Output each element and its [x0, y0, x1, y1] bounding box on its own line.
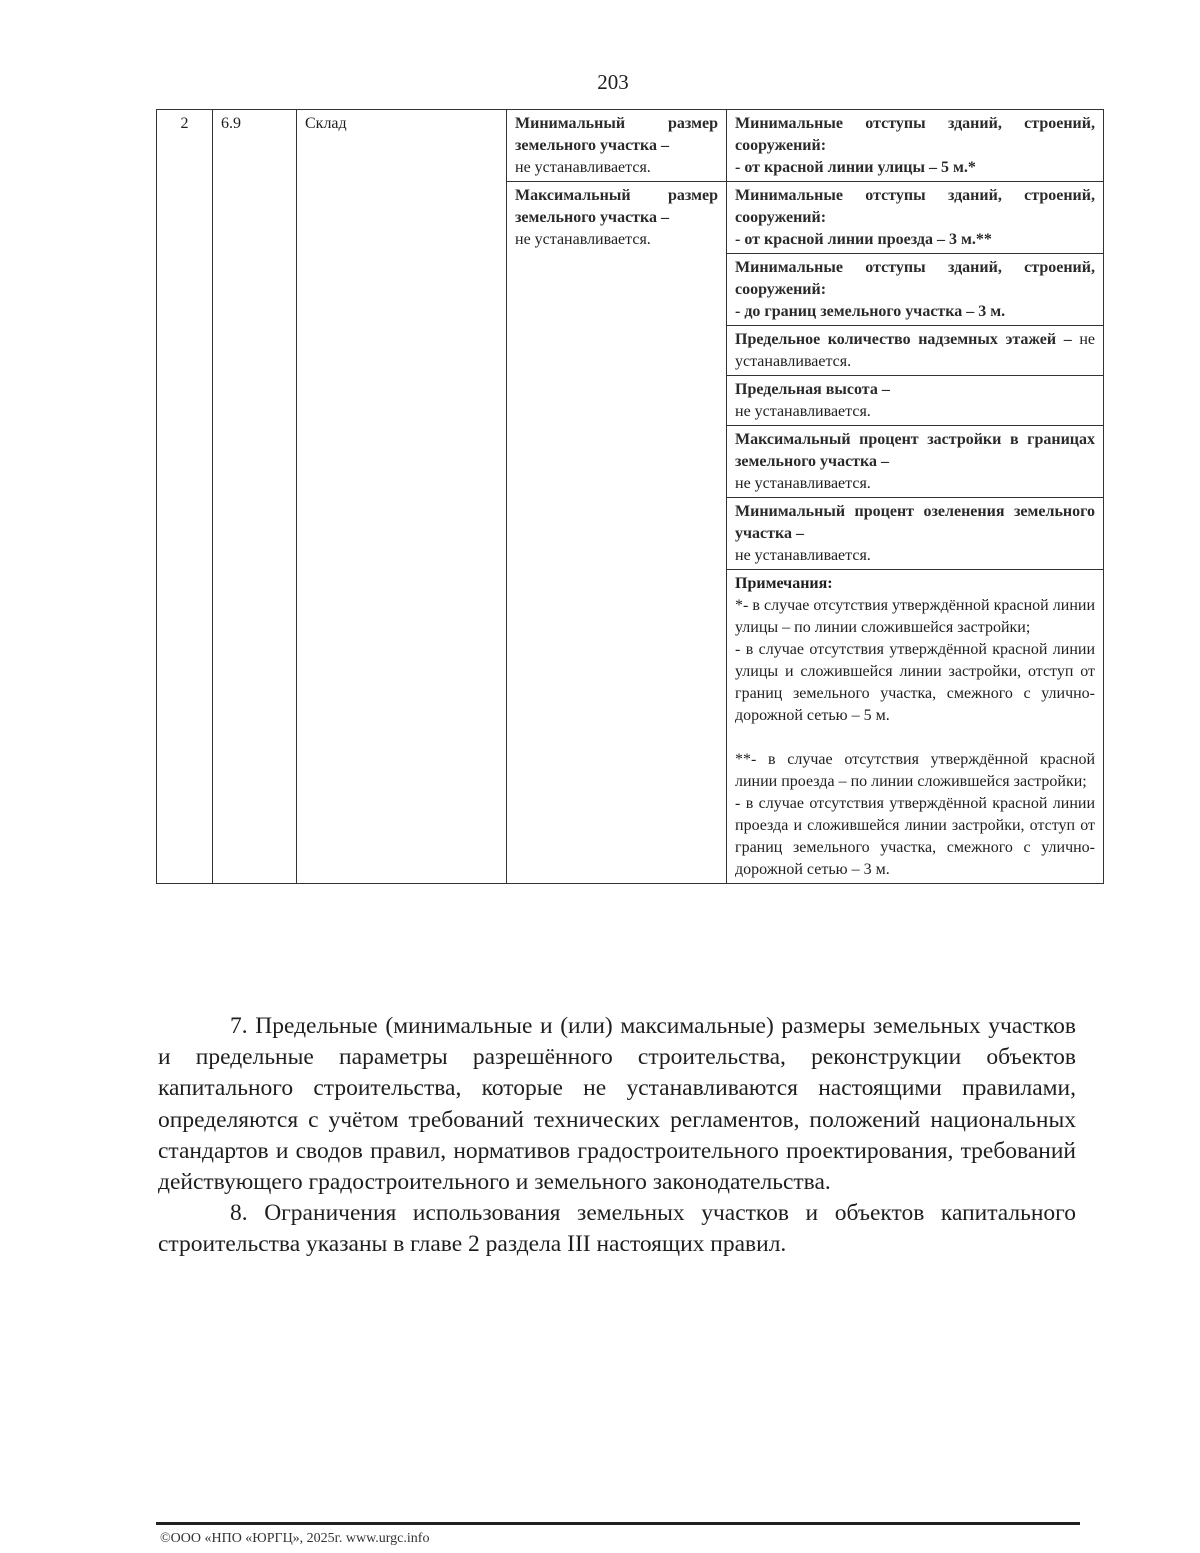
param-label: Минимальные отступы зданий, строений, сооружений:	[735, 259, 1095, 298]
setback-plot-border-cell	[727, 254, 1104, 326]
note-item: - в случае отсутствия утверждённой красной линии улицы и сложившейся линии застройки, отступ от границ земельного участка, смежного с улично-дорожной сетью – 5 м.	[735, 641, 1095, 724]
param-detail: - до границ земельного участка – 3 м.	[735, 303, 1006, 320]
param-label: Минимальные отступы зданий, строений, сооружений:	[735, 115, 1095, 154]
page-number: 203	[597, 70, 629, 94]
param-value: не устанавливается.	[515, 231, 651, 248]
param-value: не устанавливается.	[735, 475, 871, 492]
param-detail: - от красной линии проезда – 3 м.**	[735, 231, 992, 248]
max-coverage-cell	[727, 426, 1104, 498]
param-label: Предельная высота –	[735, 381, 890, 398]
param-value: не устанавливается.	[735, 403, 871, 420]
param-value: не устанавливается.	[735, 331, 1096, 370]
zoning-parameters-table	[156, 109, 1104, 884]
footer-copyright: ©ООО «НПО «ЮРГЦ», 2025г. www.urgc.info	[160, 1531, 430, 1546]
min-greening-cell	[727, 498, 1104, 570]
param-label: Максимальный процент застройки в границах земельного участка –	[735, 431, 1095, 470]
setback-driveway-cell	[727, 182, 1104, 254]
param-label: Минимальные отступы зданий, строений, сооружений:	[735, 187, 1095, 226]
footer-rule	[156, 1522, 1080, 1525]
param-label: Предельное количество надземных этажей –	[735, 331, 1072, 348]
param-label: Минимальный процент озеленения земельного участка –	[735, 503, 1095, 542]
max-plot-size-cell	[507, 182, 727, 884]
floors-limit-cell	[727, 326, 1104, 376]
note-item: - в случае отсутствия утверждённой красной линии проезда и сложившейся линии застройки, отступ от границ земельного участка, смежного с улично-дорожной сетью – 3 м.	[735, 795, 1095, 878]
param-value: не устанавливается.	[735, 547, 871, 564]
param-label: Максимальный размер земельного участка –	[515, 187, 718, 226]
height-limit-cell	[727, 376, 1104, 426]
body-text	[158, 1011, 1076, 1261]
param-value: не устанавливается.	[515, 159, 651, 176]
notes-heading: Примечания:	[735, 575, 833, 592]
use-code-cell: 6.9	[213, 110, 297, 884]
param-detail: - от красной линии улицы – 5 м.*	[735, 159, 976, 176]
table-row	[157, 110, 1104, 182]
note-item: **- в случае отсутствия утверждённой красной линии проезда – по линии сложившейся застройки;	[735, 751, 1095, 790]
paragraph-7: 7. Предельные (минимальные и (или) максимальные) размеры земельных участков и предельные параметры разрешённого строительства, реконструкции объектов капитального строительства, которые не устанавливаются настоящими правилами, определяются с учётом требований технических регламентов, положений национальных стандартов и сводов правил, нормативов градостроительного проектирования, требований действующего градостроительного и земельного законодательства.	[158, 1013, 1076, 1196]
min-plot-size-cell	[507, 110, 727, 182]
use-name-cell: Склад	[297, 110, 507, 884]
setback-street-cell	[727, 110, 1104, 182]
row-number-cell: 2	[157, 110, 213, 884]
notes-cell	[727, 570, 1104, 884]
param-label: Минимальный размер земельного участка –	[515, 115, 718, 154]
paragraph-8: 8. Ограничения использования земельных участков и объектов капитального строительства указаны в главе 2 раздела III настоящих правил.	[158, 1200, 1076, 1258]
note-item: *- в случае отсутствия утверждённой красной линии улицы – по линии сложившейся застройки;	[735, 597, 1095, 636]
